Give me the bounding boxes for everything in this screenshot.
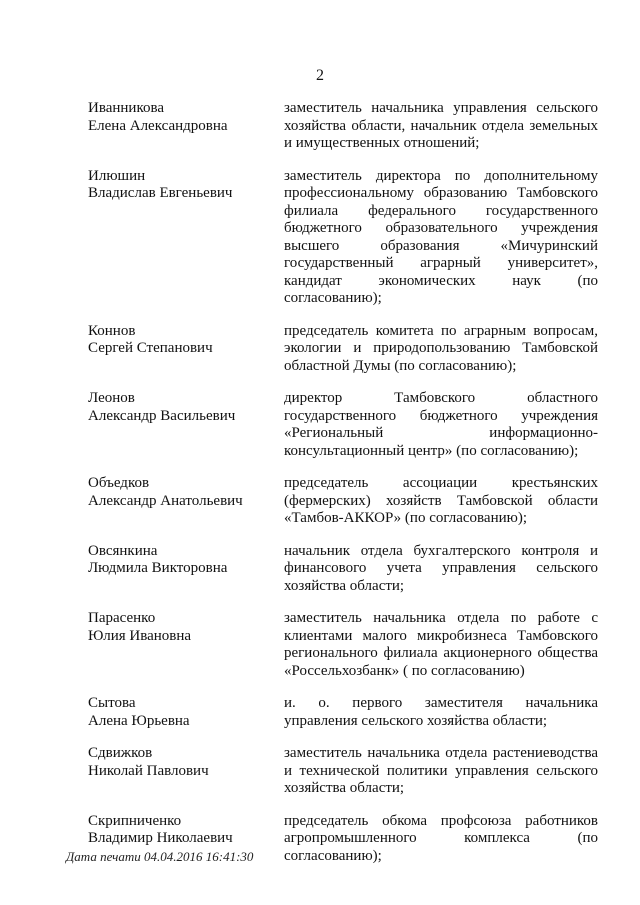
member-role: заместитель директора по дополнительному профессиональному образованию Тамбовского филиала федерального государственного бюджетного образовательного учреждения высшего образования «Мичуринский государственный аграрный университет», кандидат экономических наук (по согласованию); (284, 167, 598, 306)
member-name (88, 100, 284, 153)
member-role: заместитель начальника отдела по работе с клиентами малого микробизнеса Тамбовского регионального филиала акционерного общества «Россельхозбанк» ( по согласованию) (284, 610, 598, 679)
member-surname: Иванникова (88, 100, 165, 116)
member-surname: Сытова (88, 695, 136, 711)
member-list (88, 100, 600, 880)
member-given-name: Сергей Степанович (88, 340, 213, 356)
member-entry (88, 695, 600, 730)
member-given-name: Николай Павлович (88, 762, 209, 779)
member-given-name: Владислав Евгеньевич (88, 185, 233, 201)
member-name (88, 745, 284, 798)
member-entry (88, 100, 600, 153)
member-role: и. о. первого заместителя начальника управления сельского хозяйства области; (284, 695, 598, 729)
member-surname: Сдвижков (88, 745, 153, 761)
member-name (88, 390, 284, 460)
member-entry (88, 390, 600, 460)
member-entry (88, 543, 600, 596)
member-role: председатель комитета по аграрным вопросам, экологии и природопользованию Тамбовской областной Думы (по согласованию); (284, 322, 598, 374)
member-entry (88, 745, 600, 798)
member-surname: Илюшин (88, 167, 146, 184)
member-given-name: Людмила Викторовна (88, 560, 228, 576)
member-role: председатель ассоциации крестьянских (фермерских) хозяйств Тамбовской области «Тамбов-АККОР» (по согласованию); (284, 475, 598, 526)
member-role: начальник отдела бухгалтерского контроля и финансового учета управления сельского хозяйства области; (284, 542, 598, 594)
member-role: заместитель начальника отдела растениеводства и технической политики управления сельского хозяйства области; (284, 745, 598, 796)
member-given-name: Юлия Ивановна (88, 627, 192, 644)
member-surname: Парасенко (88, 610, 156, 626)
member-entry (88, 323, 600, 376)
member-name (88, 475, 284, 528)
member-role: заместитель начальника управления сельского хозяйства области, начальник отдела земельных и имущественных отношений; (284, 100, 598, 151)
member-role: директор Тамбовского областного государственного бюджетного учреждения «Региональный информационно-консультационный центр» (по согласованию); (284, 390, 598, 459)
page-number: 2 (316, 67, 324, 84)
member-name (88, 168, 284, 308)
print-date-footer: Дата печати 04.04.2016 16:41:30 (66, 849, 254, 864)
member-surname: Овсянкина (88, 542, 158, 559)
member-name (88, 695, 284, 730)
member-role: председатель обкома профсоюза работников агропромышленного комплекса (по согласованию); (284, 812, 598, 864)
member-given-name: Алена Юрьевна (88, 712, 190, 729)
member-surname: Скрипниченко (88, 812, 182, 829)
member-given-name: Владимир Николаевич (88, 830, 233, 846)
member-given-name: Александр Анатольевич (88, 492, 243, 509)
member-surname: Леонов (88, 390, 135, 406)
member-surname: Объедков (88, 475, 150, 491)
member-name (88, 543, 284, 596)
member-name (88, 323, 284, 376)
member-entry (88, 475, 600, 528)
member-entry (88, 168, 600, 308)
member-name (88, 610, 284, 680)
member-given-name: Александр Васильевич (88, 407, 236, 424)
member-entry (88, 610, 600, 680)
member-surname: Коннов (88, 322, 136, 339)
member-given-name: Елена Александровна (88, 117, 228, 134)
